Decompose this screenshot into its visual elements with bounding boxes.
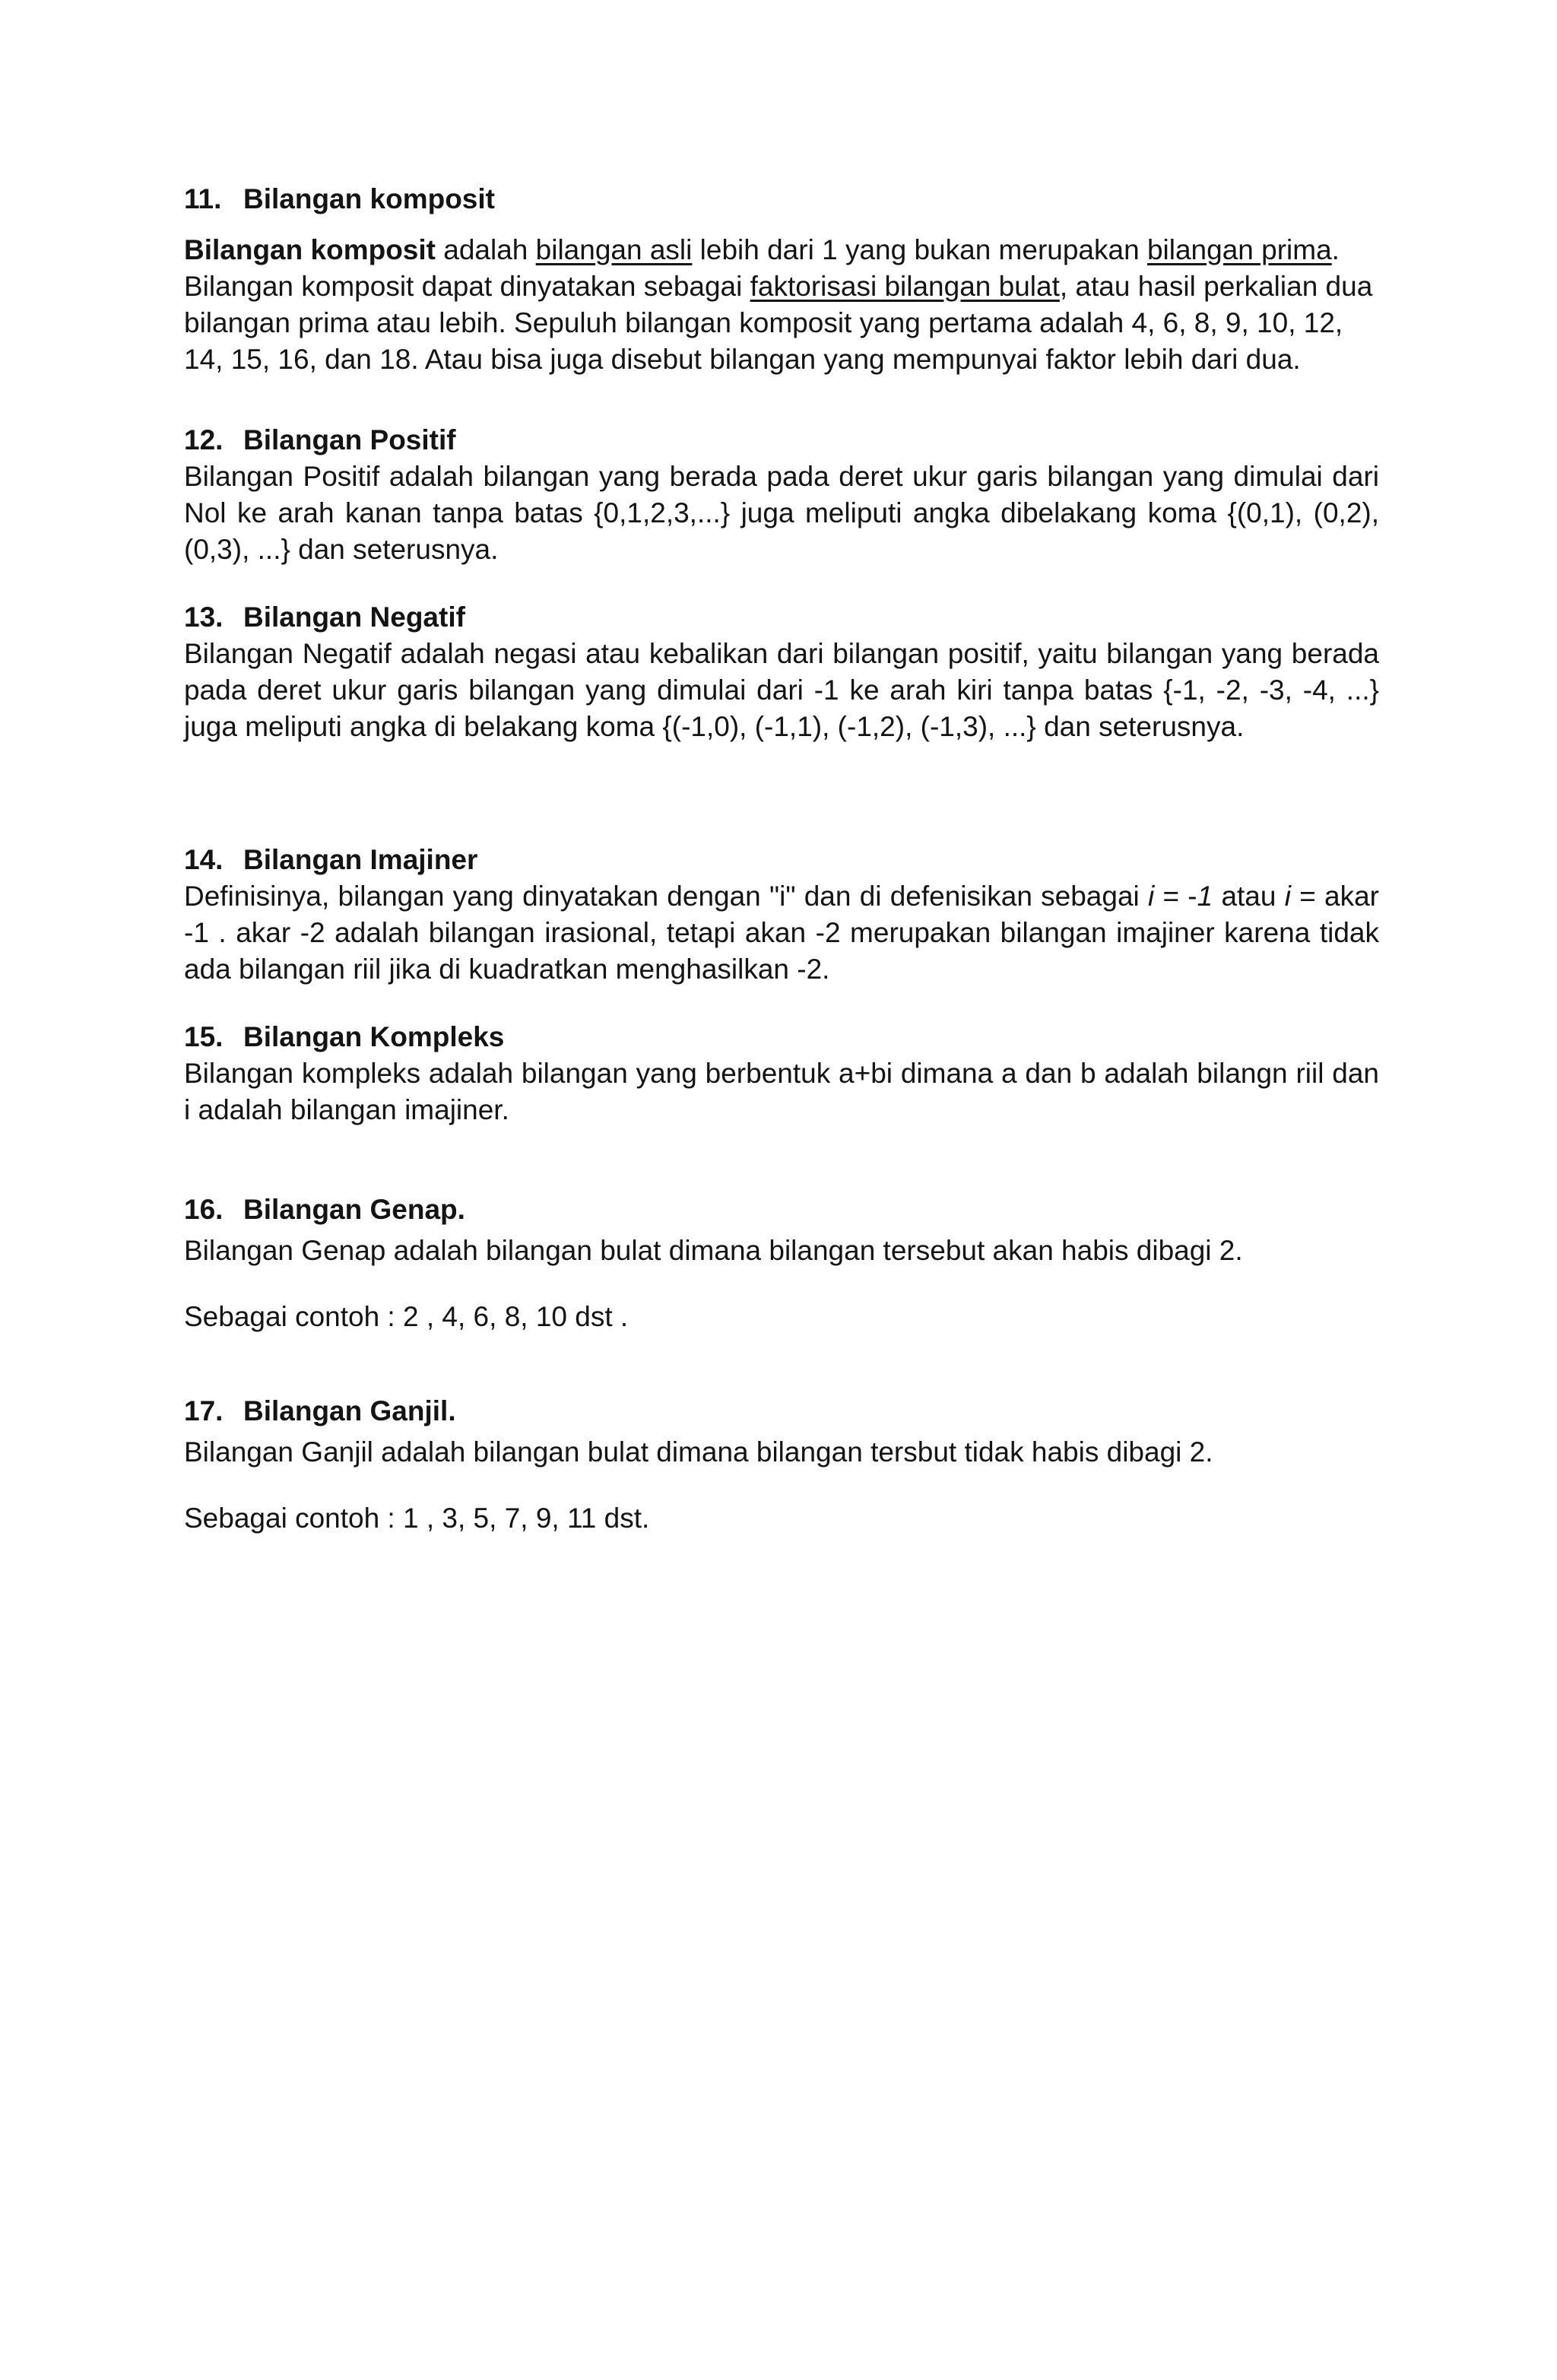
body-text: = - — [1154, 881, 1197, 912]
section-11 — [184, 181, 1379, 378]
example-text: Sebagai contoh : 1 , 3, 5, 7, 9, 11 dst. — [184, 1503, 650, 1534]
section-heading — [184, 842, 1379, 878]
section-17 — [184, 1393, 1379, 1537]
body-text: . Bilangan komposit dapat dinyatakan sebagai — [184, 234, 1340, 302]
section-body: Bilangan Genap adalah bilangan bulat dimana bilangan tersebut akan habis dibagi 2. — [184, 1235, 1243, 1266]
link-faktorisasi[interactable]: faktorisasi bilangan bulat — [750, 271, 1060, 302]
section-heading — [184, 1393, 1379, 1430]
section-number: 14. — [184, 844, 224, 875]
section-heading — [184, 181, 1379, 217]
section-16 — [184, 1192, 1379, 1335]
link-bilangan-asli[interactable]: bilangan asli — [535, 234, 693, 265]
section-number: 12. — [184, 424, 224, 455]
section-number: 13. — [184, 601, 224, 633]
section-12 — [184, 422, 1379, 568]
section-body: Bilangan Positif adalah bilangan yang berada pada deret ukur garis bilangan yang dimulai dari Nol ke arah kanan tanpa batas {0,1,2,3,...} juga meliputi angka dibelakang koma {(0,1), (0,2), (0,3), ...} dan seterusnya. — [184, 461, 1379, 565]
section-14 — [184, 842, 1379, 988]
section-number: 15. — [184, 1021, 224, 1052]
body-text: adalah — [435, 234, 536, 265]
section-body — [184, 878, 1379, 988]
italic-i: i — [1147, 881, 1155, 912]
section-15 — [184, 1019, 1379, 1128]
section-heading — [184, 1192, 1379, 1228]
section-title: Bilangan Kompleks — [243, 1021, 505, 1052]
section-title: Bilangan Positif — [243, 424, 456, 455]
body-text: = akar -1 . akar -2 adalah bilangan irasional, tetapi akan -2 merupakan bilangan imajiner karena tidak ada bilangan riil jika di kuadratkan menghasilkan -2. — [184, 881, 1379, 985]
section-body: Bilangan kompleks adalah bilangan yang berbentuk a+bi dimana a dan b adalah bilangn riil dan i adalah bilangan imajiner. — [184, 1058, 1379, 1125]
section-number: 11. — [184, 183, 222, 214]
italic-i: i — [1284, 881, 1291, 912]
link-bilangan-prima[interactable]: bilangan prima — [1146, 234, 1332, 265]
section-title: Bilangan Negatif — [243, 601, 465, 633]
body-text: , atau hasil perkalian dua bilangan prima atau lebih. Sepuluh bilangan komposit yang pertama adalah 4, 6, 8, 9, 10, 12, 14, 15, 16, dan 18. Atau bisa juga disebut bilangan yang mempunyai faktor lebih dari dua. — [184, 271, 1373, 375]
term-bold: Bilangan komposit — [184, 234, 436, 265]
section-body: Bilangan Negatif adalah negasi atau kebalikan dari bilangan positif, yaitu bilangan yang berada pada deret ukur garis bilangan yang dimulai dari -1 ke arah kiri tanpa batas {-1, -2, -3, -4, ...} juga meliputi angka di belakang koma {(-1,0), (-1,1), (-1,2), (-1,3), ...} dan seterusnya. — [184, 638, 1379, 742]
section-title: Bilangan komposit — [243, 183, 495, 214]
section-13 — [184, 599, 1379, 745]
section-body — [184, 232, 1379, 378]
italic-one: 1 — [1197, 881, 1213, 912]
section-number: 16. — [184, 1194, 224, 1225]
body-text: Definisinya, bilangan yang dinyatakan dengan "i" dan di defenisikan sebagai — [184, 881, 1148, 912]
section-heading — [184, 1019, 1379, 1055]
section-title: Bilangan Ganjil. — [243, 1395, 456, 1426]
body-text: atau — [1213, 881, 1285, 912]
body-text: lebih dari 1 yang bukan merupakan — [692, 234, 1147, 265]
section-title: Bilangan Imajiner — [243, 844, 478, 875]
example-text: Sebagai contoh : 2 , 4, 6, 8, 10 dst . — [184, 1301, 629, 1332]
section-heading — [184, 599, 1379, 636]
section-title: Bilangan Genap. — [243, 1194, 465, 1225]
section-heading — [184, 422, 1379, 459]
section-body: Bilangan Ganjil adalah bilangan bulat dimana bilangan tersbut tidak habis dibagi 2. — [184, 1436, 1213, 1468]
section-number: 17. — [184, 1395, 224, 1426]
